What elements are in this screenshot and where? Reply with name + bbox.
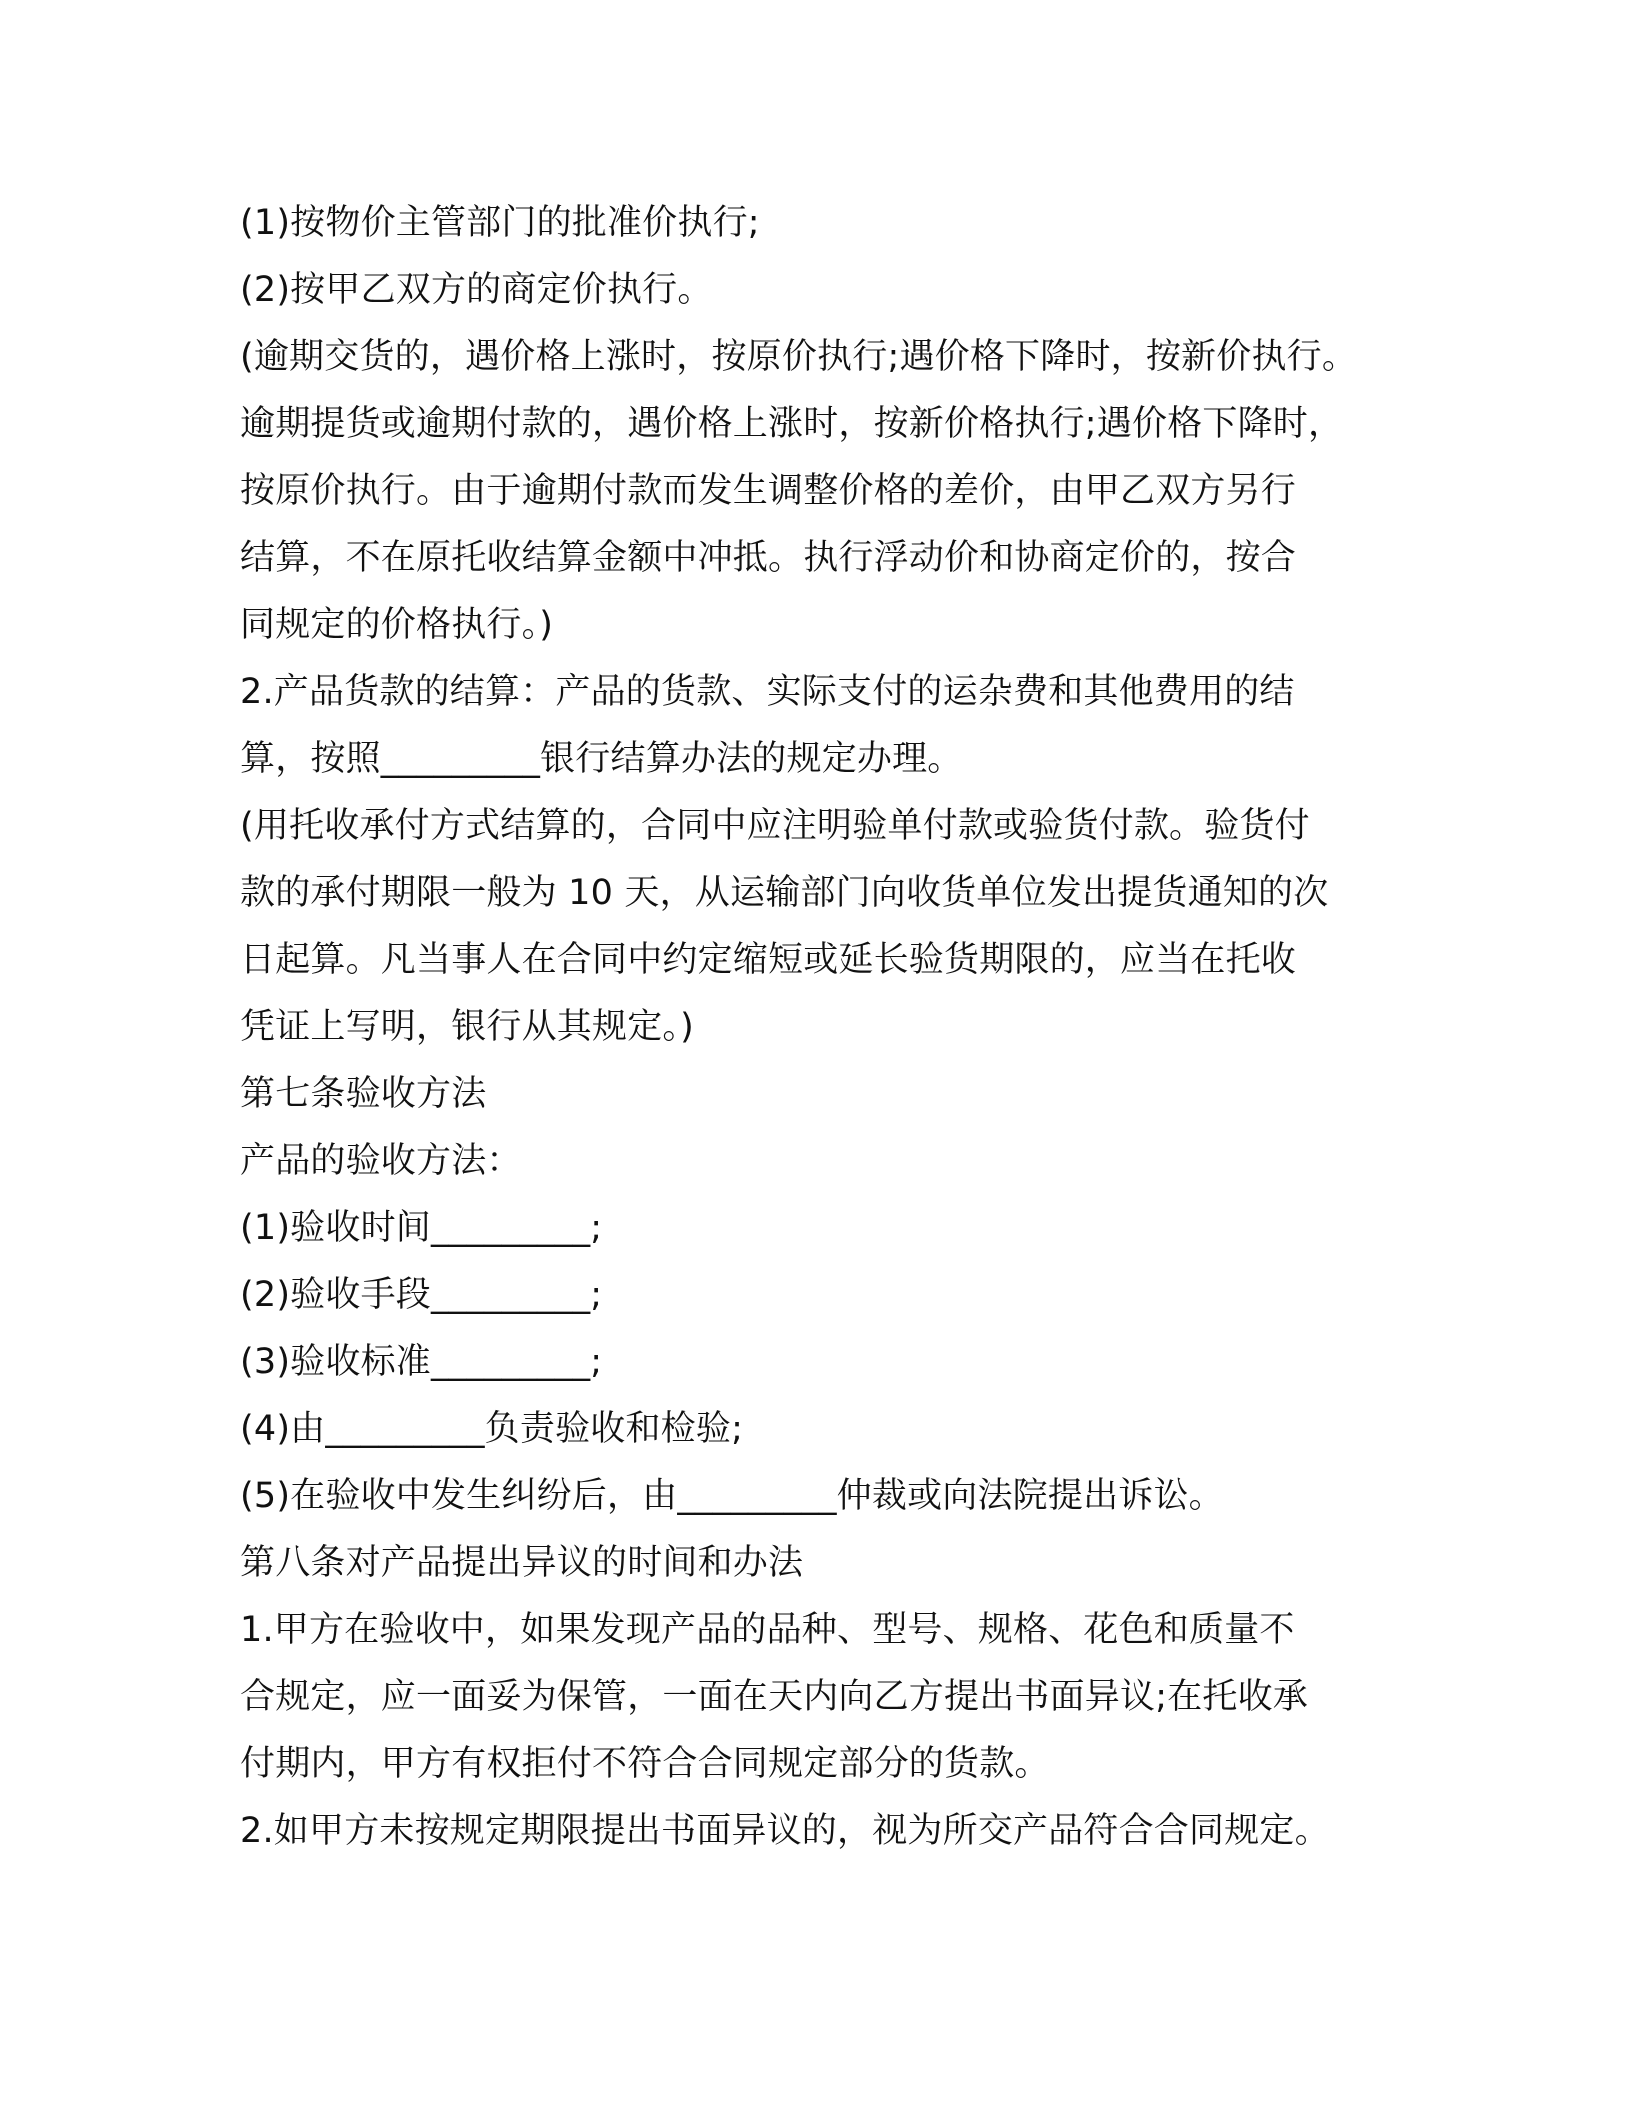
text-line: (5)在验收中发生纠纷后，由_________仲裁或向法院提出诉讼。 — [240, 1476, 1224, 1516]
text-line: 日起算。凡当事人在合同中约定缩短或延长验货期限的，应当在托收 — [240, 940, 1297, 980]
text-line: 逾期提货或逾期付款的，遇价格上涨时，按新价格执行;遇价格下降时， — [240, 404, 1344, 444]
text-line: 同规定的价格执行。) — [240, 605, 554, 645]
text-line: (1)验收时间_________; — [240, 1208, 603, 1248]
text-line: (用托收承付方式结算的，合同中应注明验单付款或验货付款。验货付 — [240, 806, 1310, 846]
text-line: (逾期交货的，遇价格上涨时，按原价执行;遇价格下降时，按新价执行。 — [240, 337, 1358, 377]
text-line: 款的承付期限一般为 10 天，从运输部门向收货单位发出提货通知的次 — [240, 873, 1329, 913]
text-line: 算，按照_________银行结算办法的规定办理。 — [240, 739, 963, 779]
text-line: (3)验收标准_________; — [240, 1342, 603, 1382]
text-line: (1)按物价主管部门的批准价执行; — [240, 203, 760, 243]
text-line: (2)验收手段_________; — [240, 1275, 603, 1315]
section-heading: 第七条验收方法 — [240, 1074, 487, 1114]
text-line: 2.如甲方未按规定期限提出书面异议的，视为所交产品符合合同规定。 — [240, 1811, 1330, 1851]
text-line: (2)按甲乙双方的商定价执行。 — [240, 270, 713, 310]
text-line: 2.产品货款的结算：产品的货款、实际支付的运杂费和其他费用的结 — [240, 672, 1295, 712]
text-line: 按原价执行。由于逾期付款而发生调整价格的差价，由甲乙双方另行 — [240, 471, 1297, 511]
text-line: (4)由_________负责验收和检验; — [240, 1409, 744, 1449]
text-line: 合规定，应一面妥为保管，一面在天内向乙方提出书面异议;在托收承 — [240, 1677, 1308, 1717]
text-line: 1.甲方在验收中，如果发现产品的品种、型号、规格、花色和质量不 — [240, 1610, 1295, 1650]
text-line: 产品的验收方法： — [240, 1141, 522, 1181]
text-line: 结算，不在原托收结算金额中冲抵。执行浮动价和协商定价的，按合 — [240, 538, 1297, 578]
text-line: 付期内，甲方有权拒付不符合合同规定部分的货款。 — [240, 1744, 1050, 1784]
document-body — [240, 190, 1430, 1865]
text-line: 凭证上写明，银行从其规定。) — [240, 1007, 694, 1047]
section-heading: 第八条对产品提出异议的时间和办法 — [240, 1543, 804, 1583]
